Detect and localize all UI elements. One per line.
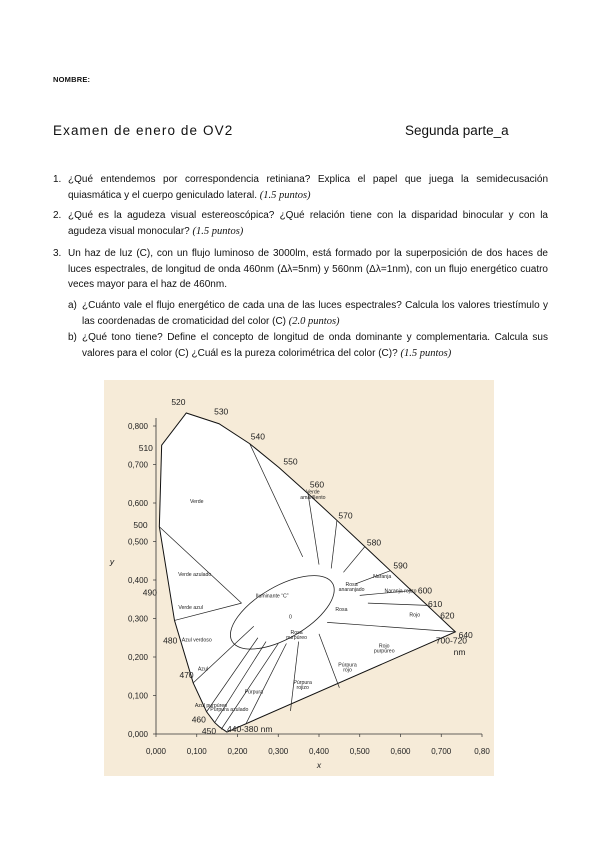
question-2	[53, 208, 548, 239]
region-label: Rosa	[335, 606, 348, 613]
subquestion-a	[68, 298, 548, 329]
question-points: (1.5 puntos)	[192, 225, 244, 237]
question-points: (1.5 puntos)	[259, 189, 311, 201]
x-tick-label: 0,000	[145, 747, 167, 756]
x-tick-label: 0,700	[431, 747, 452, 756]
region-label: Azul	[197, 666, 208, 673]
y-axis-label: y	[109, 556, 115, 567]
question-3	[53, 246, 548, 293]
x-tick-label: 0,400	[308, 747, 330, 756]
subquestion-text: ¿Qué tono tiene? Define el concepto de longitud de onda dominante y complementaria. Calcula sus valores para el color (C) ¿Cuál es la pureza colorimétrica del color (C)?	[82, 332, 548, 359]
wavelength-label: 600	[417, 585, 433, 596]
wavelength-label: 540	[250, 431, 265, 442]
wavelength-label: 470	[179, 670, 194, 681]
region-label: Verde	[306, 489, 320, 496]
region-label: Rojo	[378, 643, 390, 650]
wavelength-label: 640	[458, 629, 473, 640]
question-number: 1.	[53, 174, 62, 185]
wavelength-label: 560	[309, 479, 325, 490]
wavelength-label: 570	[338, 510, 353, 521]
region-label: Púrpura azulado	[210, 706, 249, 713]
wavelength-label: 460	[191, 714, 206, 725]
y-tick-label: 0,400	[127, 576, 148, 585]
region-label: Verde azulado	[178, 572, 212, 579]
y-tick-label: 0,000	[127, 730, 148, 739]
region-label: Púrpura	[244, 689, 264, 696]
question-number: 2.	[53, 210, 62, 221]
region-label: anaranjado	[338, 586, 365, 593]
subquestion-letter: b)	[68, 332, 77, 343]
wavelength-label: 480	[163, 635, 178, 646]
wavelength-label: 440-380 nm	[227, 724, 273, 735]
region-label: Rojo	[409, 612, 421, 619]
wavelength-label: 610	[428, 598, 443, 609]
region-label: Rosa	[345, 581, 358, 588]
x-tick-label: 0,300	[268, 747, 289, 756]
wavelength-label: 490	[142, 587, 157, 598]
y-tick-label: 0,300	[127, 614, 148, 624]
subquestion-letter: a)	[68, 300, 77, 311]
region-label: Iluminante “C”	[255, 593, 289, 600]
region-label: Verde azul	[178, 604, 203, 611]
region-label: Azul purpúreo	[194, 703, 228, 710]
subquestion-points: (2.0 puntos)	[288, 315, 340, 327]
region-label: purpúreo	[373, 648, 395, 655]
y-tick-label: 0,500	[127, 537, 148, 547]
region-label: Naranja rojizo	[384, 588, 417, 595]
wavelength-label: 700-720	[435, 635, 468, 646]
wavelength-label: nm	[453, 647, 466, 658]
question-number: 3.	[53, 248, 62, 259]
y-tick-label: 0,700	[127, 460, 148, 470]
region-label: amarillento	[300, 495, 326, 502]
region-label: Púrpura	[338, 662, 357, 669]
y-tick-label: 0,600	[127, 499, 148, 508]
region-label: Rosa	[290, 629, 303, 636]
x-tick-label: 0,200	[227, 747, 248, 756]
wavelength-label: 590	[393, 560, 408, 571]
x-axis-label: x	[316, 760, 322, 770]
wavelength-label: 530	[214, 406, 229, 417]
region-label: Verde	[189, 499, 204, 505]
y-tick-label: 0,800	[127, 422, 148, 431]
wavelength-label: 520	[171, 396, 186, 407]
wavelength-label: 510	[138, 443, 153, 454]
region-label: purpúreo	[286, 634, 307, 641]
region-label: Naranja	[373, 574, 392, 581]
subquestion-points: (1.5 puntos)	[400, 347, 452, 359]
exam-title: Examen de enero de OV2	[53, 123, 234, 138]
question-text: Un haz de luz (C), con un flujo luminoso de 3000lm, está formado por la superposición de dos haces de luces espectrales, de longitud de onda 460nm (Δλ=5nm) y 560nm (Δλ=1nm), con un flujo energético cuatro veces mayor para el haz de 460nm.	[68, 248, 548, 290]
exam-part: Segunda parte_a	[405, 123, 509, 138]
region-label: Púrpura	[293, 679, 312, 686]
nombre-label: NOMBRE:	[53, 75, 91, 84]
region-label: rojizo	[296, 684, 309, 691]
question-text: ¿Qué entendemos por correspondencia retiniana? Explica el papel que juega la semidecusación quiasmática y el cuerpo geniculado lateral.	[68, 174, 548, 201]
x-tick-label: 0,500	[349, 747, 370, 756]
region-label: Azul verdoso	[181, 637, 212, 644]
question-1	[53, 172, 548, 203]
y-tick-label: 0,100	[127, 691, 148, 701]
wavelength-label: 550	[283, 456, 298, 467]
wavelength-label: 500	[133, 520, 148, 531]
wavelength-label: 580	[366, 537, 382, 548]
question-text: ¿Qué es la agudeza visual estereoscópica? ¿Qué relación tiene con la disparidad binocular y con la agudeza visual monocular?	[68, 210, 548, 237]
x-tick-label: 0,600	[390, 747, 411, 756]
region-label: 0	[289, 614, 292, 621]
subquestion-text: ¿Cuánto vale el flujo energético de cada una de las luces espectrales? Calcula los valores triestímulo y las coordenadas de cromaticidad del color (C)	[82, 300, 548, 327]
wavelength-label: 450	[201, 726, 217, 736]
x-tick-label: 0,100	[186, 747, 207, 756]
subquestion-b	[68, 330, 548, 361]
chromaticity-diagram	[104, 380, 494, 776]
y-tick-label: 0,200	[127, 653, 148, 662]
region-label: rojo	[343, 667, 352, 674]
x-tick-label: 0,80	[474, 747, 490, 756]
wavelength-label: 620	[440, 610, 455, 621]
